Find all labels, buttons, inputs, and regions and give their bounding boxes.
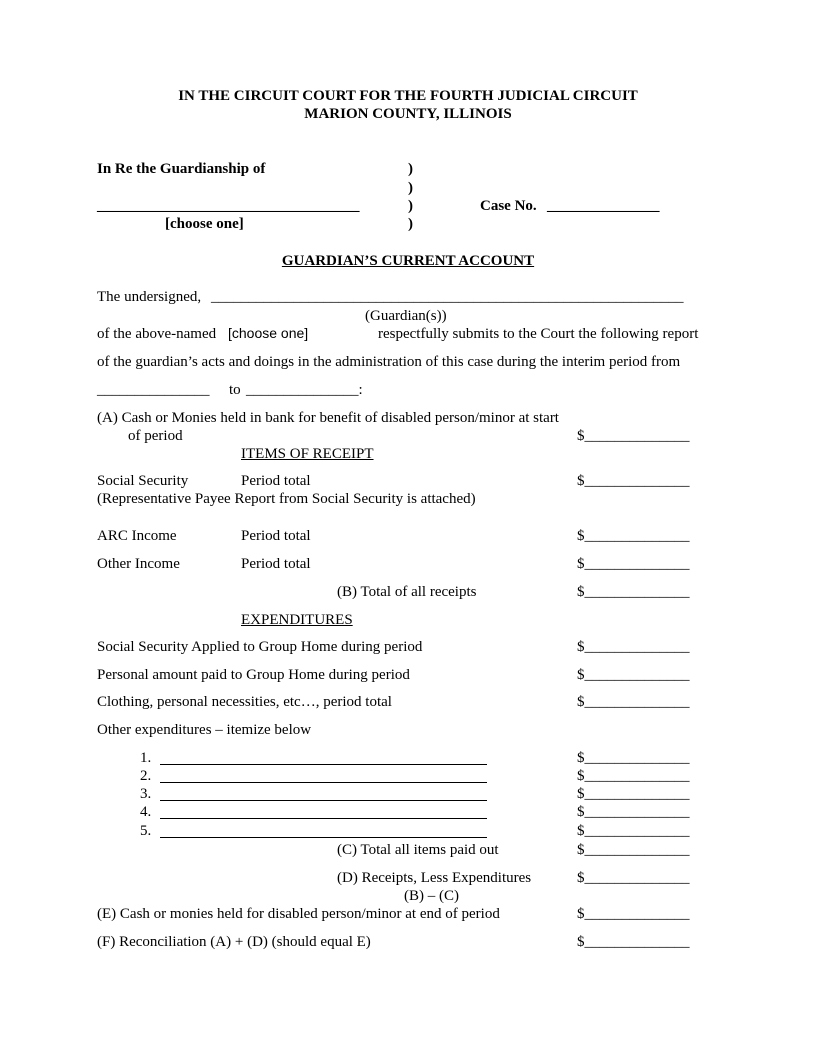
amount-total-b-field[interactable]: $______________ [577,584,690,600]
relationship-choose-one[interactable]: [choose one] [228,325,309,341]
interim-period-text: of the guardian’s acts and doings in the administration of this case during the interim period from [97,354,681,370]
amount-f-field[interactable]: $______________ [577,934,690,950]
item-number: 3. [140,786,152,802]
amount-total-c-field[interactable]: $______________ [577,842,690,858]
caption-paren: ) [408,180,413,196]
in-re-label: In Re the Guardianship of [97,161,266,177]
item-description-line[interactable] [160,782,487,783]
receipts-heading: ITEMS OF RECEIPT [241,446,374,462]
period-to-blank[interactable]: _______________: [246,382,363,398]
section-e-text: (E) Cash or monies held for disabled person/minor at end of period [97,906,500,922]
ward-name-blank[interactable]: ___________________________________ [97,198,360,214]
expenditure-label: Social Security Applied to Group Home during period [97,639,423,655]
amount-social-security-field[interactable]: $______________ [577,473,690,489]
receipt-label: Other Income [97,556,180,572]
item-description-line[interactable] [160,818,487,819]
total-c-label: (C) Total all items paid out [337,842,499,858]
d-formula: (B) – (C) [404,888,459,904]
amount-total-d-field[interactable]: $______________ [577,870,690,886]
amount-a-field[interactable]: $______________ [577,428,690,444]
above-named-label: of the above-named [97,326,217,342]
court-heading: IN THE CIRCUIT COURT FOR THE FOURTH JUDICIAL CIRCUIT [178,88,638,104]
to-label: to [229,382,241,398]
item-number: 2. [140,768,152,784]
guardian-name-blank[interactable]: _______________________________________________________________ [211,289,684,305]
section-a-text: (A) Cash or Monies held in bank for benefit of disabled person/minor at start [97,410,559,426]
item-description-line[interactable] [160,764,487,765]
amount-ss-group-home-field[interactable]: $______________ [577,639,690,655]
item-description-line[interactable] [160,800,487,801]
amount-arc-income-field[interactable]: $______________ [577,528,690,544]
expenditures-heading: EXPENDITURES [241,612,353,628]
receipt-label: Social Security [97,473,189,489]
receipt-period-total: Period total [241,528,311,544]
expenditure-label: Clothing, personal necessities, etc…, period total [97,694,392,710]
item-amount-field[interactable]: $______________ [577,786,690,802]
ss-note: (Representative Payee Report from Social Security is attached) [97,491,476,507]
expenditure-label: Personal amount paid to Group Home during period [97,667,410,683]
county-heading: MARION COUNTY, ILLINOIS [304,106,512,122]
item-amount-field[interactable]: $______________ [577,823,690,839]
item-amount-field[interactable]: $______________ [577,768,690,784]
amount-e-field[interactable]: $______________ [577,906,690,922]
case-no-label: Case No. [480,198,537,214]
item-amount-field[interactable]: $______________ [577,750,690,766]
section-f-text: (F) Reconciliation (A) + (D) (should equal E) [97,934,371,950]
ward-type-choose-one[interactable]: [choose one] [165,216,244,232]
other-expenditures-label: Other expenditures – itemize below [97,722,312,738]
item-number: 5. [140,823,152,839]
caption-paren: ) [408,161,413,177]
item-number: 4. [140,804,152,820]
caption-paren: ) [408,216,413,232]
period-from-blank[interactable]: _______________ [97,382,210,398]
amount-clothing-field[interactable]: $______________ [577,694,690,710]
receipt-period-total: Period total [241,473,311,489]
caption-paren: ) [408,198,413,214]
item-amount-field[interactable]: $______________ [577,804,690,820]
form-title: GUARDIAN’S CURRENT ACCOUNT [281,253,535,269]
item-description-line[interactable] [160,837,487,838]
undersigned-label: The undersigned, [97,289,202,305]
item-number: 1. [140,750,152,766]
respectfully-text: respectfully submits to the Court the following report [378,326,699,342]
total-d-label: (D) Receipts, Less Expenditures [337,870,532,886]
receipt-period-total: Period total [241,556,311,572]
section-a-text-2: of period [128,428,183,444]
amount-personal-group-home-field[interactable]: $______________ [577,667,690,683]
total-b-label: (B) Total of all receipts [337,584,477,600]
guardian-caption: (Guardian(s)) [365,308,447,324]
receipt-label: ARC Income [97,528,177,544]
case-no-blank[interactable]: _______________ [547,198,660,214]
amount-other-income-field[interactable]: $______________ [577,556,690,572]
